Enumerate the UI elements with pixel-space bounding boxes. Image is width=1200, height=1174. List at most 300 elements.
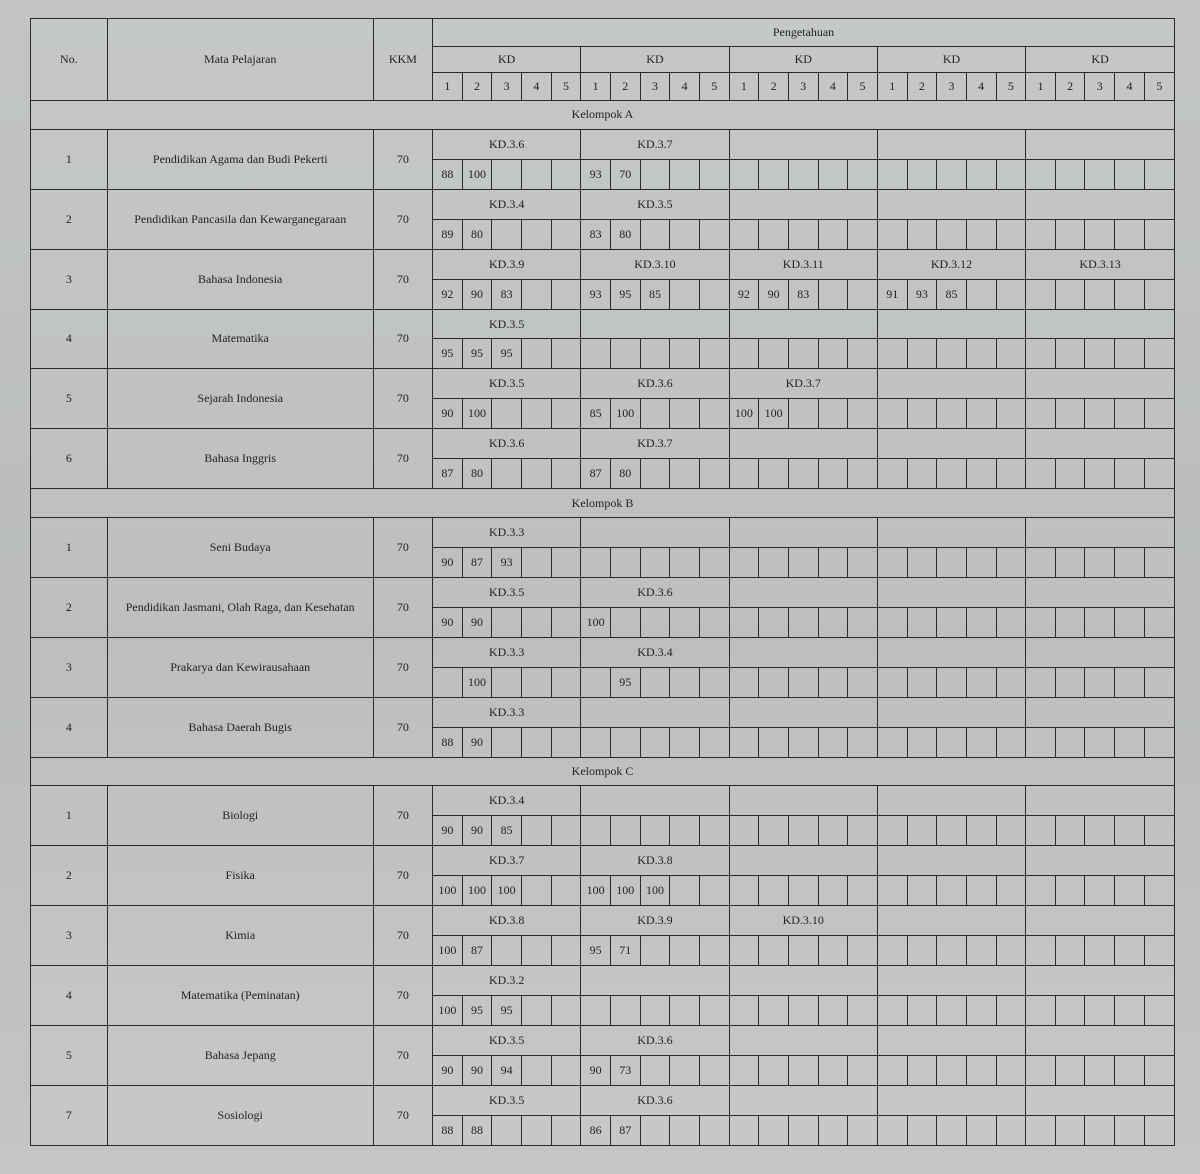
- score-cell: [877, 816, 907, 846]
- score-cell: 88: [433, 1115, 463, 1145]
- kd-label: [1026, 309, 1175, 339]
- header-kd-number: 5: [996, 73, 1026, 101]
- score-cell: [522, 399, 552, 429]
- score-cell: [907, 548, 937, 578]
- score-cell: 90: [433, 816, 463, 846]
- score-cell: [1115, 936, 1145, 966]
- score-cell: [640, 727, 670, 757]
- subject-number: 3: [31, 906, 108, 966]
- score-cell: [1115, 876, 1145, 906]
- score-cell: [907, 459, 937, 489]
- score-cell: [1055, 339, 1085, 369]
- score-cell: [966, 727, 996, 757]
- score-cell: [966, 667, 996, 697]
- score-cell: [1144, 1055, 1174, 1085]
- kd-label: KD.3.6: [581, 369, 729, 399]
- score-cell: [937, 219, 967, 249]
- score-cell: [1055, 607, 1085, 637]
- score-cell: [1026, 727, 1056, 757]
- subject-number: 2: [31, 846, 108, 906]
- score-cell: [1115, 607, 1145, 637]
- score-cell: 100: [462, 159, 492, 189]
- header-kd-5: KD: [1026, 47, 1175, 73]
- score-cell: 95: [433, 339, 463, 369]
- score-cell: [640, 219, 670, 249]
- header-kd-number: 4: [966, 73, 996, 101]
- kd-label: KD.3.5: [581, 189, 729, 219]
- kd-label: KD.3.3: [433, 637, 581, 667]
- score-cell: [640, 459, 670, 489]
- score-cell: 93: [492, 548, 522, 578]
- score-cell: [581, 339, 611, 369]
- score-cell: [492, 1115, 522, 1145]
- score-cell: 88: [433, 159, 463, 189]
- score-cell: [699, 936, 729, 966]
- score-cell: 95: [462, 996, 492, 1026]
- score-cell: 100: [462, 876, 492, 906]
- kd-label: KD.3.4: [581, 637, 729, 667]
- subject-kkm: 70: [373, 697, 432, 757]
- score-cell: [699, 996, 729, 1026]
- score-cell: [1085, 996, 1115, 1026]
- score-cell: [848, 996, 878, 1026]
- subject-number: 1: [31, 129, 108, 189]
- score-cell: [1115, 399, 1145, 429]
- header-no: No.: [31, 19, 108, 101]
- score-cell: [788, 667, 818, 697]
- score-cell: [699, 279, 729, 309]
- score-cell: [1115, 339, 1145, 369]
- kd-label: [729, 309, 877, 339]
- score-cell: [996, 399, 1026, 429]
- kd-label: [877, 577, 1025, 607]
- score-cell: [522, 548, 552, 578]
- subject-kkm: 70: [373, 1025, 432, 1085]
- score-cell: [670, 459, 700, 489]
- score-cell: [818, 1055, 848, 1085]
- score-cell: [699, 548, 729, 578]
- subject-name: Biologi: [107, 786, 373, 846]
- score-cell: [640, 399, 670, 429]
- score-cell: 90: [759, 279, 789, 309]
- kd-label: [729, 786, 877, 816]
- score-cell: [729, 727, 759, 757]
- score-cell: [433, 667, 463, 697]
- score-cell: [1144, 279, 1174, 309]
- score-cell: [877, 727, 907, 757]
- score-cell: [610, 996, 640, 1026]
- score-cell: [581, 667, 611, 697]
- score-cell: [996, 548, 1026, 578]
- score-cell: [729, 1115, 759, 1145]
- score-cell: [1085, 279, 1115, 309]
- score-cell: [640, 996, 670, 1026]
- score-cell: [907, 219, 937, 249]
- subject-name: Fisika: [107, 846, 373, 906]
- score-cell: [788, 339, 818, 369]
- score-cell: [640, 1115, 670, 1145]
- score-cell: 85: [492, 816, 522, 846]
- score-cell: [551, 996, 581, 1026]
- score-cell: [610, 816, 640, 846]
- kd-label: KD.3.6: [581, 577, 729, 607]
- score-cell: [551, 159, 581, 189]
- kd-label: [1026, 429, 1175, 459]
- score-cell: [610, 607, 640, 637]
- score-cell: [522, 219, 552, 249]
- score-cell: [670, 936, 700, 966]
- score-cell: 87: [433, 459, 463, 489]
- score-cell: [1026, 459, 1056, 489]
- score-cell: [551, 399, 581, 429]
- score-cell: [551, 607, 581, 637]
- score-cell: [907, 876, 937, 906]
- kd-label: KD.3.12: [877, 249, 1025, 279]
- group-title: Kelompok C: [31, 757, 1175, 786]
- score-cell: [907, 1115, 937, 1145]
- score-cell: 80: [462, 459, 492, 489]
- score-cell: [522, 727, 552, 757]
- score-cell: 95: [492, 996, 522, 1026]
- score-cell: [1144, 219, 1174, 249]
- kd-label: KD.3.2: [433, 966, 581, 996]
- score-cell: 87: [610, 1115, 640, 1145]
- subject-kkm: 70: [373, 637, 432, 697]
- score-cell: [848, 548, 878, 578]
- kd-label: KD.3.5: [433, 1085, 581, 1115]
- score-cell: [818, 667, 848, 697]
- score-cell: [848, 667, 878, 697]
- score-cell: [1055, 936, 1085, 966]
- subject-name: Pendidikan Jasmani, Olah Raga, dan Kesehatan: [107, 577, 373, 637]
- score-cell: [877, 876, 907, 906]
- score-cell: [1115, 816, 1145, 846]
- subject-number: 2: [31, 577, 108, 637]
- score-cell: [670, 1115, 700, 1145]
- subject-name: Bahasa Jepang: [107, 1025, 373, 1085]
- score-cell: [788, 219, 818, 249]
- score-cell: [788, 936, 818, 966]
- score-cell: 100: [640, 876, 670, 906]
- score-cell: [937, 399, 967, 429]
- kd-label: KD.3.6: [581, 1025, 729, 1055]
- header-kd-number: 1: [433, 73, 463, 101]
- score-cell: [492, 727, 522, 757]
- group-title: Kelompok B: [31, 489, 1175, 518]
- score-cell: [492, 159, 522, 189]
- score-cell: [996, 607, 1026, 637]
- score-cell: [1055, 459, 1085, 489]
- score-cell: 87: [581, 459, 611, 489]
- score-cell: [937, 936, 967, 966]
- score-cell: [1144, 607, 1174, 637]
- score-cell: 88: [433, 727, 463, 757]
- score-cell: [788, 876, 818, 906]
- score-cell: [551, 219, 581, 249]
- score-cell: [877, 936, 907, 966]
- score-cell: [670, 667, 700, 697]
- score-cell: [818, 279, 848, 309]
- score-cell: [729, 459, 759, 489]
- table-header: [31, 19, 1175, 101]
- score-cell: [877, 339, 907, 369]
- score-cell: 100: [433, 936, 463, 966]
- kd-label: [877, 906, 1025, 936]
- score-cell: 90: [433, 1055, 463, 1085]
- score-cell: 90: [462, 607, 492, 637]
- score-cell: [551, 667, 581, 697]
- header-kd-number: 2: [610, 73, 640, 101]
- kd-label: [729, 429, 877, 459]
- score-cell: [670, 727, 700, 757]
- score-cell: [1115, 279, 1145, 309]
- score-cell: 73: [610, 1055, 640, 1085]
- score-cell: [1144, 996, 1174, 1026]
- score-cell: [1055, 667, 1085, 697]
- subject-row: [31, 577, 1175, 607]
- score-cell: [522, 1115, 552, 1145]
- score-cell: [551, 279, 581, 309]
- score-cell: 90: [433, 548, 463, 578]
- score-cell: [759, 816, 789, 846]
- score-cell: [640, 936, 670, 966]
- kd-label: [729, 966, 877, 996]
- score-cell: [1026, 1115, 1056, 1145]
- kd-label: KD.3.7: [729, 369, 877, 399]
- score-cell: [788, 1055, 818, 1085]
- kd-label: KD.3.6: [433, 129, 581, 159]
- score-cell: [937, 339, 967, 369]
- score-cell: [788, 607, 818, 637]
- score-cell: [966, 1055, 996, 1085]
- score-cell: [581, 727, 611, 757]
- score-cell: 80: [462, 219, 492, 249]
- subject-row: [31, 518, 1175, 548]
- kd-label: [581, 697, 729, 727]
- score-cell: [788, 159, 818, 189]
- kd-label: KD.3.10: [729, 906, 877, 936]
- kd-label: KD.3.5: [433, 369, 581, 399]
- score-cell: [1026, 159, 1056, 189]
- score-cell: [551, 876, 581, 906]
- score-cell: 91: [877, 279, 907, 309]
- score-cell: [551, 816, 581, 846]
- score-cell: [759, 548, 789, 578]
- score-cell: [937, 996, 967, 1026]
- subject-row: [31, 966, 1175, 996]
- kd-label: [1026, 846, 1175, 876]
- group-row: [31, 489, 1175, 518]
- score-cell: [670, 219, 700, 249]
- score-cell: 87: [462, 936, 492, 966]
- score-cell: 100: [581, 607, 611, 637]
- score-cell: 90: [433, 399, 463, 429]
- score-cell: [996, 159, 1026, 189]
- score-cell: [1085, 159, 1115, 189]
- score-cell: [788, 548, 818, 578]
- subject-kkm: 70: [373, 429, 432, 489]
- score-cell: [1026, 996, 1056, 1026]
- score-cell: [492, 219, 522, 249]
- score-cell: 71: [610, 936, 640, 966]
- subject-name: Sejarah Indonesia: [107, 369, 373, 429]
- kd-label: KD.3.13: [1026, 249, 1175, 279]
- score-cell: 87: [462, 548, 492, 578]
- score-cell: [996, 816, 1026, 846]
- score-cell: [966, 607, 996, 637]
- score-cell: [818, 936, 848, 966]
- header-kkm: KKM: [373, 19, 432, 101]
- group-title: Kelompok A: [31, 101, 1175, 130]
- subject-number: 2: [31, 189, 108, 249]
- header-kd-number: 4: [522, 73, 552, 101]
- score-cell: 100: [581, 876, 611, 906]
- score-cell: [848, 159, 878, 189]
- kd-label: [729, 846, 877, 876]
- score-cell: 89: [433, 219, 463, 249]
- subject-kkm: 70: [373, 1085, 432, 1145]
- kd-label: [877, 1085, 1025, 1115]
- kd-label: KD.3.5: [433, 577, 581, 607]
- score-cell: [1144, 459, 1174, 489]
- score-cell: [522, 936, 552, 966]
- header-kd-number: 5: [1144, 73, 1174, 101]
- grade-table: [30, 18, 1175, 1146]
- score-cell: [818, 876, 848, 906]
- score-cell: 100: [759, 399, 789, 429]
- kd-label: KD.3.7: [581, 429, 729, 459]
- score-cell: [937, 876, 967, 906]
- score-cell: [1144, 727, 1174, 757]
- score-cell: [1115, 1115, 1145, 1145]
- score-cell: [996, 1055, 1026, 1085]
- score-cell: [670, 548, 700, 578]
- score-cell: [788, 727, 818, 757]
- score-cell: [522, 159, 552, 189]
- score-cell: [848, 1115, 878, 1145]
- score-cell: [1055, 1115, 1085, 1145]
- kd-label: [729, 189, 877, 219]
- header-kd-number: 2: [907, 73, 937, 101]
- group-row: [31, 757, 1175, 786]
- score-cell: [818, 816, 848, 846]
- score-cell: [1026, 548, 1056, 578]
- score-cell: [640, 339, 670, 369]
- score-cell: [522, 279, 552, 309]
- kd-label: [877, 697, 1025, 727]
- score-cell: [670, 816, 700, 846]
- score-cell: [937, 607, 967, 637]
- score-cell: [759, 459, 789, 489]
- score-cell: [818, 219, 848, 249]
- kd-label: [729, 637, 877, 667]
- score-cell: [996, 219, 1026, 249]
- score-cell: 70: [610, 159, 640, 189]
- header-kd-number: 1: [729, 73, 759, 101]
- kd-label: [877, 1025, 1025, 1055]
- score-cell: [848, 936, 878, 966]
- score-cell: [729, 996, 759, 1026]
- score-cell: [699, 159, 729, 189]
- kd-label: [729, 697, 877, 727]
- score-cell: 80: [610, 219, 640, 249]
- score-cell: [729, 816, 759, 846]
- score-cell: [877, 459, 907, 489]
- score-cell: [640, 1055, 670, 1085]
- score-cell: [1085, 667, 1115, 697]
- score-cell: [581, 996, 611, 1026]
- score-cell: [610, 548, 640, 578]
- kd-label: [1026, 906, 1175, 936]
- subject-row: [31, 906, 1175, 936]
- score-cell: [877, 996, 907, 1026]
- header-kd-3: KD: [729, 47, 877, 73]
- score-cell: [522, 667, 552, 697]
- score-cell: [1144, 816, 1174, 846]
- score-cell: [551, 548, 581, 578]
- score-cell: [1055, 727, 1085, 757]
- score-cell: [1085, 219, 1115, 249]
- subject-row: [31, 369, 1175, 399]
- score-cell: [1115, 667, 1145, 697]
- score-cell: [551, 459, 581, 489]
- subject-name: Pendidikan Pancasila dan Kewarganegaraan: [107, 189, 373, 249]
- score-cell: [996, 339, 1026, 369]
- score-cell: [759, 876, 789, 906]
- kd-label: KD.3.11: [729, 249, 877, 279]
- kd-label: [1026, 697, 1175, 727]
- score-cell: [729, 667, 759, 697]
- score-cell: [1115, 727, 1145, 757]
- score-cell: [937, 159, 967, 189]
- score-cell: [759, 219, 789, 249]
- kd-label: KD.3.9: [433, 249, 581, 279]
- kd-label: KD.3.3: [433, 518, 581, 548]
- score-cell: [877, 219, 907, 249]
- score-cell: [1144, 1115, 1174, 1145]
- score-cell: [670, 996, 700, 1026]
- score-cell: [907, 399, 937, 429]
- score-cell: [1055, 399, 1085, 429]
- score-cell: 86: [581, 1115, 611, 1145]
- subject-name: Matematika: [107, 309, 373, 369]
- score-cell: [1115, 1055, 1145, 1085]
- subject-kkm: 70: [373, 189, 432, 249]
- score-cell: [937, 1115, 967, 1145]
- score-cell: 83: [492, 279, 522, 309]
- score-cell: [670, 159, 700, 189]
- score-cell: [907, 607, 937, 637]
- subject-kkm: 70: [373, 966, 432, 1026]
- header-mata-pelajaran: Mata Pelajaran: [107, 19, 373, 101]
- score-cell: [1115, 996, 1145, 1026]
- score-cell: [907, 1055, 937, 1085]
- kd-label: [1026, 1025, 1175, 1055]
- subject-kkm: 70: [373, 577, 432, 637]
- score-cell: [1144, 876, 1174, 906]
- kd-label: [1026, 966, 1175, 996]
- score-cell: [759, 996, 789, 1026]
- score-cell: [818, 339, 848, 369]
- subject-kkm: 70: [373, 518, 432, 578]
- score-cell: 80: [610, 459, 640, 489]
- subject-kkm: 70: [373, 309, 432, 369]
- score-cell: [907, 996, 937, 1026]
- score-cell: [522, 339, 552, 369]
- kd-label: [581, 966, 729, 996]
- kd-label: [729, 518, 877, 548]
- score-cell: [1115, 219, 1145, 249]
